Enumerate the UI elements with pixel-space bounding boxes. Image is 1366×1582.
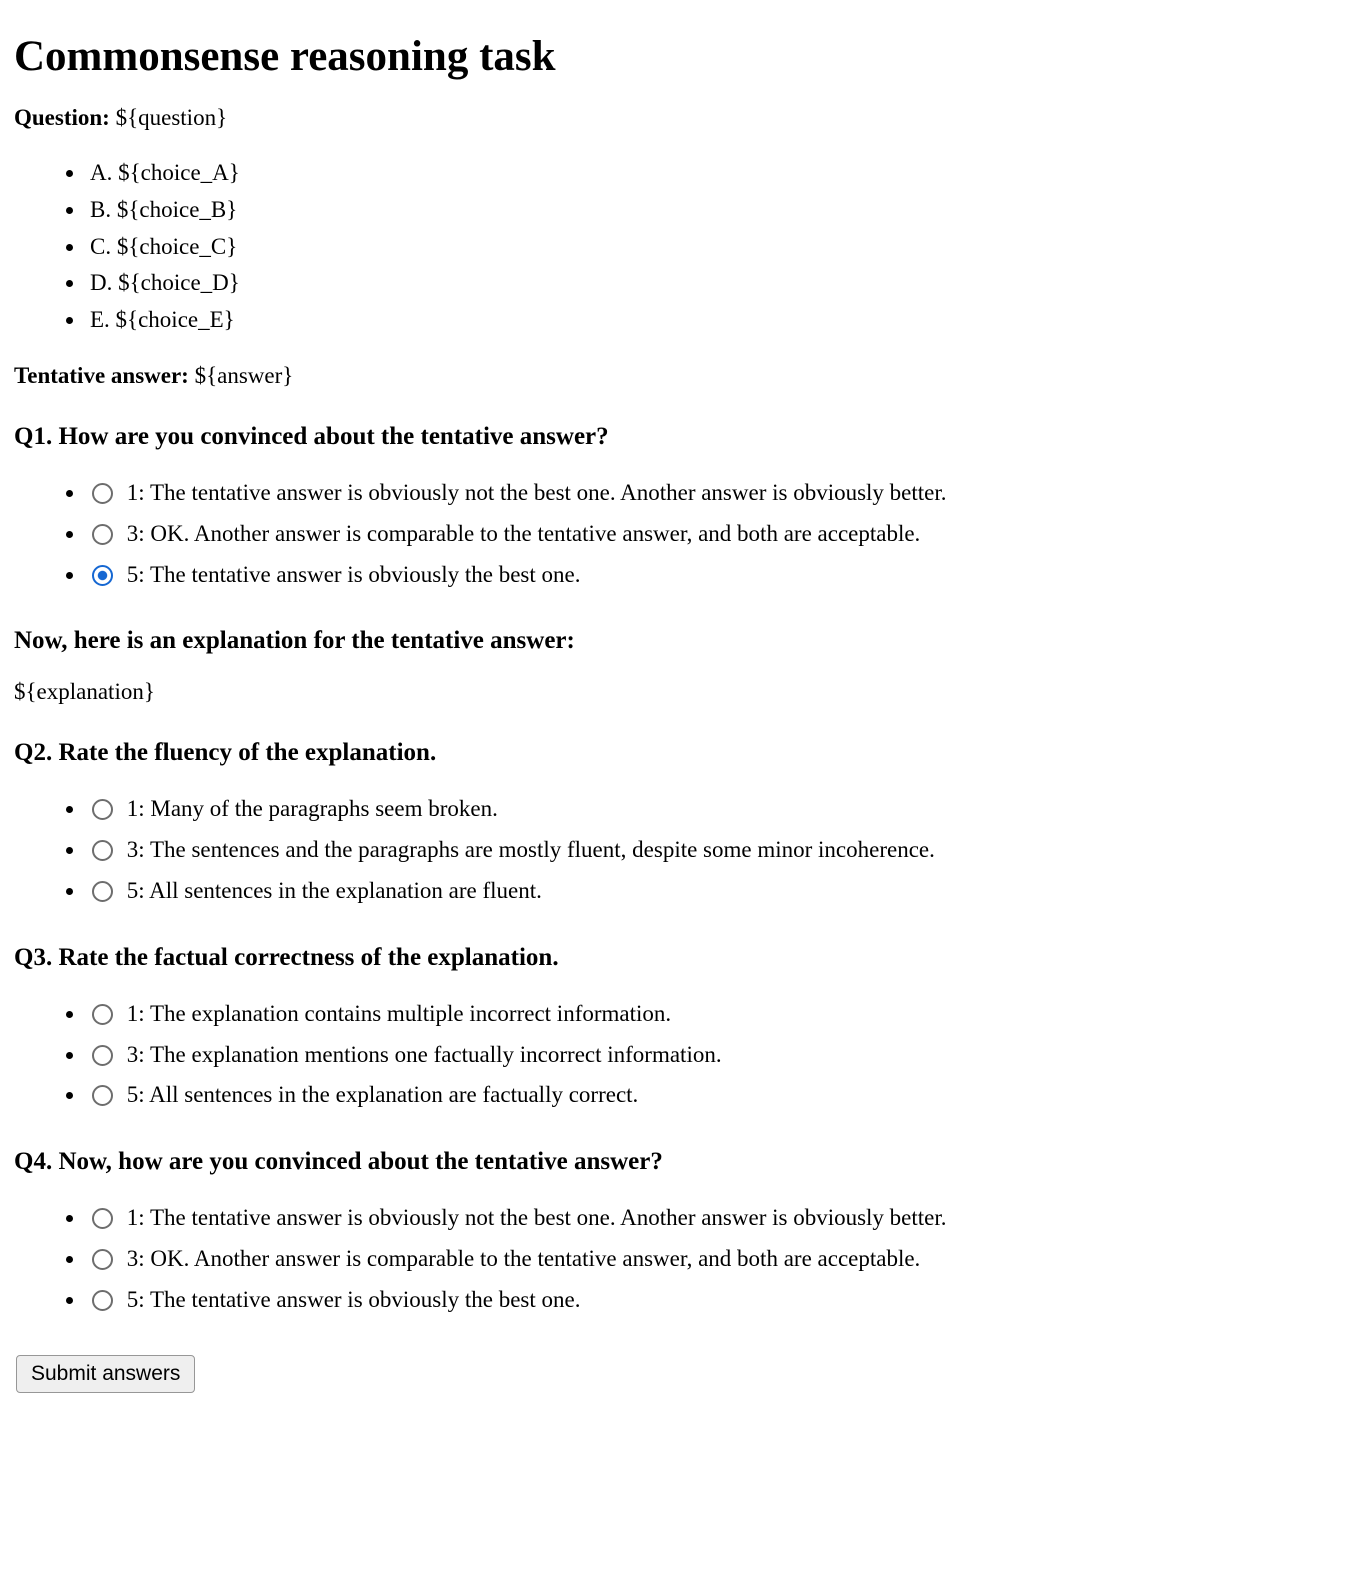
q1-heading: Q1. How are you convinced about the tentative answer? (14, 422, 609, 450)
q2-option-3 (86, 832, 1352, 869)
q1-option-3-label: 3: OK. Another answer is comparable to the tentative answer, and both are acceptable. (126, 520, 921, 546)
q1-option-3-radio[interactable] (92, 524, 113, 545)
q2-option-5 (86, 873, 1352, 910)
q3-option-3-radio[interactable] (92, 1045, 113, 1066)
tentative-answer-label: Tentative answer: (14, 362, 189, 388)
q1-option-1-radio[interactable] (92, 483, 113, 504)
q1-option-5-radio[interactable] (92, 565, 113, 586)
q2-options-list (14, 791, 1352, 909)
q4-option-1-radio[interactable] (92, 1208, 113, 1229)
q1-option-3 (86, 516, 1352, 553)
page-title: Commonsense reasoning task (14, 33, 556, 80)
q3-option-1-radio[interactable] (92, 1004, 113, 1025)
q4-option-1-label: 1: The tentative answer is obviously not the best one. Another answer is obviously better. (126, 1205, 947, 1231)
q4-option-3-radio[interactable] (92, 1249, 113, 1270)
q2-option-3-radio[interactable] (92, 840, 113, 861)
q1-option-5 (86, 557, 1352, 594)
choice-item-c: • C. ${choice_C} (86, 229, 1352, 266)
q3-options-list (14, 996, 1352, 1114)
q3-heading: Q3. Rate the factual correctness of the explanation. (14, 943, 559, 971)
explanation-text: ${explanation} (14, 679, 155, 705)
q1-option-1-label: 1: The tentative answer is obviously not the best one. Another answer is obviously better. (126, 479, 947, 505)
tentative-answer-value: ${answer} (194, 362, 294, 388)
q3-option-1 (86, 996, 1352, 1033)
question-value: ${question} (115, 105, 228, 130)
explanation-intro: Now, here is an explanation for the tentative answer: (14, 627, 575, 655)
choice-item-e: • E. ${choice_E} (86, 302, 1352, 339)
q4-option-1 (86, 1200, 1352, 1237)
choice-item-d: • D. ${choice_D} (86, 265, 1352, 302)
question-line (14, 105, 1352, 131)
q3-option-3-label: 3: The explanation mentions one factually incorrect information. (126, 1041, 722, 1067)
q4-options-list (14, 1200, 1352, 1318)
submit-answers-button[interactable]: Submit answers (16, 1355, 195, 1393)
choice-item-b: • B. ${choice_B} (86, 192, 1352, 229)
q3-option-1-label: 1: The explanation contains multiple incorrect information. (126, 1000, 672, 1026)
q2-option-1-radio[interactable] (92, 799, 113, 820)
q1-options-list (14, 475, 1352, 593)
q4-option-5-label: 5: The tentative answer is obviously the best one. (126, 1286, 581, 1312)
q2-option-5-label: 5: All sentences in the explanation are fluent. (126, 877, 542, 903)
q3-option-5-radio[interactable] (92, 1085, 113, 1106)
q4-option-3 (86, 1241, 1352, 1278)
q4-heading: Q4. Now, how are you convinced about the tentative answer? (14, 1148, 663, 1176)
question-label: Question: (14, 105, 110, 130)
choices-list (14, 155, 1352, 339)
q4-option-5 (86, 1282, 1352, 1319)
choice-item-a: • A. ${choice_A} (86, 155, 1352, 192)
q3-option-3 (86, 1037, 1352, 1074)
q2-option-5-radio[interactable] (92, 881, 113, 902)
q4-option-3-label: 3: OK. Another answer is comparable to the tentative answer, and both are acceptable. (126, 1245, 921, 1271)
q3-option-5-label: 5: All sentences in the explanation are factually correct. (126, 1082, 639, 1108)
q1-option-5-label: 5: The tentative answer is obviously the best one. (126, 561, 581, 587)
tentative-answer-line (14, 363, 1352, 389)
q2-option-1-label: 1: Many of the paragraphs seem broken. (126, 796, 498, 822)
q2-option-3-label: 3: The sentences and the paragraphs are mostly fluent, despite some minor incoherence. (126, 837, 935, 863)
q4-option-5-radio[interactable] (92, 1290, 113, 1311)
q2-heading: Q2. Rate the fluency of the explanation. (14, 739, 437, 767)
q2-option-1 (86, 791, 1352, 828)
q3-option-5 (86, 1077, 1352, 1114)
q1-option-1 (86, 475, 1352, 512)
